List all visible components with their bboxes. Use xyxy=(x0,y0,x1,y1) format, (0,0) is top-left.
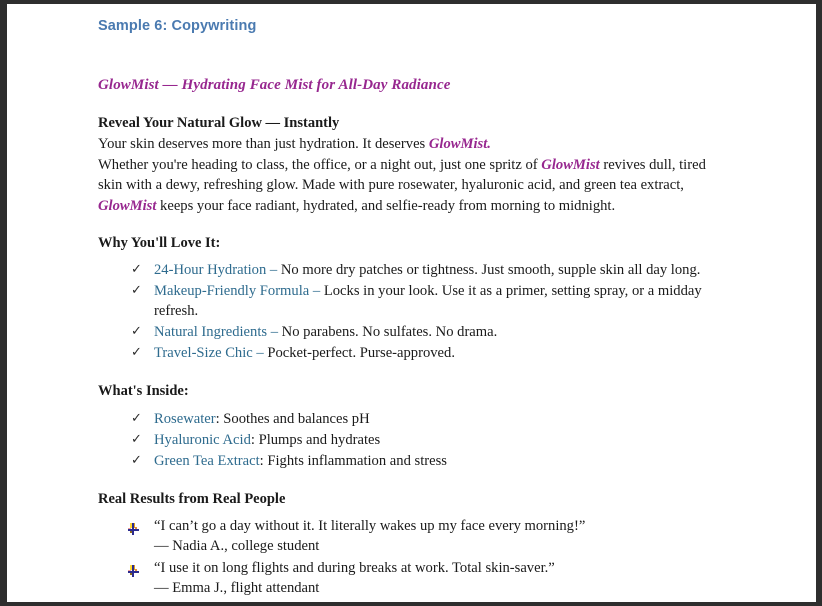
ingredient-description: : Fights inflammation and stress xyxy=(259,452,447,469)
benefit-description: Pocket-perfect. Purse-approved. xyxy=(267,345,455,362)
benefit-description: No parabens. No sulfates. No drama. xyxy=(281,324,498,341)
list-item xyxy=(98,452,720,472)
ingredients-list xyxy=(98,410,720,472)
intro-paragraph-part-2: revives dull, tired skin with a dewy, refreshing glow. Made with pure rosewater, hyaluronic acid, and green tea extract, xyxy=(98,156,706,194)
document-page xyxy=(7,4,816,602)
intro-paragraph xyxy=(98,155,720,217)
intro-line-1-text: Your skin deserves more than just hydration. It deserves xyxy=(98,135,429,152)
brand-mention: GlowMist. xyxy=(428,135,491,152)
intro-paragraph-part-1: Whether you're heading to class, the office, or a night out, just one spritz of xyxy=(98,156,542,173)
list-item xyxy=(98,431,720,451)
check-icon: ✓ xyxy=(131,283,142,299)
list-item xyxy=(98,282,720,322)
brand-mention: GlowMist xyxy=(541,156,600,173)
list-item xyxy=(98,261,720,281)
benefit-term: Natural Ingredients – xyxy=(154,324,282,341)
brand-mention: GlowMist xyxy=(98,197,157,214)
check-icon: ✓ xyxy=(131,324,142,340)
list-item xyxy=(98,559,720,599)
testimonial-attribution: — Nadia A., college student xyxy=(154,538,320,555)
testimonial-quote: “I use it on long flights and during breaks at work. Total skin-saver.” xyxy=(154,560,555,577)
list-item xyxy=(98,323,720,343)
benefits-list xyxy=(98,261,720,364)
testimonial-attribution: — Emma J., flight attendant xyxy=(154,580,320,597)
check-icon: ✓ xyxy=(131,262,142,278)
intro-line-1 xyxy=(98,134,720,155)
product-headline: GlowMist — Hydrating Face Mist for All-Day Radiance xyxy=(98,77,451,94)
check-icon: ✓ xyxy=(131,452,142,468)
pinwheel-marker-icon xyxy=(128,564,139,576)
list-item xyxy=(98,344,720,364)
benefit-description: Locks in your look. Use it as a primer, setting spray, or a midday refresh. xyxy=(154,283,702,320)
ingredient-description: : Plumps and hydrates xyxy=(250,431,381,448)
ingredients-heading: What's Inside: xyxy=(98,383,189,400)
benefit-term: Travel-Size Chic – xyxy=(154,345,268,362)
benefit-term: 24-Hour Hydration – xyxy=(154,262,281,279)
document-content xyxy=(98,18,720,601)
list-item xyxy=(98,410,720,430)
benefits-heading: Why You'll Love It: xyxy=(98,234,221,251)
list-item xyxy=(98,517,720,557)
page-title: Sample 6: Copywriting xyxy=(98,18,257,34)
ingredient-term: Green Tea Extract xyxy=(154,452,260,469)
testimonial-quote: “I can’t go a day without it. It literally wakes up my face every morning!” xyxy=(154,518,586,535)
ingredient-term: Rosewater xyxy=(154,410,216,427)
benefit-description: No more dry patches or tightness. Just smooth, supple skin all day long. xyxy=(280,262,701,279)
intro-heading: Reveal Your Natural Glow — Instantly xyxy=(98,115,340,132)
testimonials-heading: Real Results from Real People xyxy=(98,490,286,507)
benefit-term: Makeup-Friendly Formula – xyxy=(154,283,324,300)
intro-paragraph-part-3: keeps your face radiant, hydrated, and selfie-ready from morning to midnight. xyxy=(156,197,616,214)
testimonials-list xyxy=(98,517,720,599)
check-icon: ✓ xyxy=(131,431,142,447)
ingredient-term: Hyaluronic Acid xyxy=(154,431,251,448)
pinwheel-marker-icon xyxy=(128,522,139,534)
check-icon: ✓ xyxy=(131,345,142,361)
ingredient-description: : Soothes and balances pH xyxy=(215,410,370,427)
check-icon: ✓ xyxy=(131,410,142,426)
